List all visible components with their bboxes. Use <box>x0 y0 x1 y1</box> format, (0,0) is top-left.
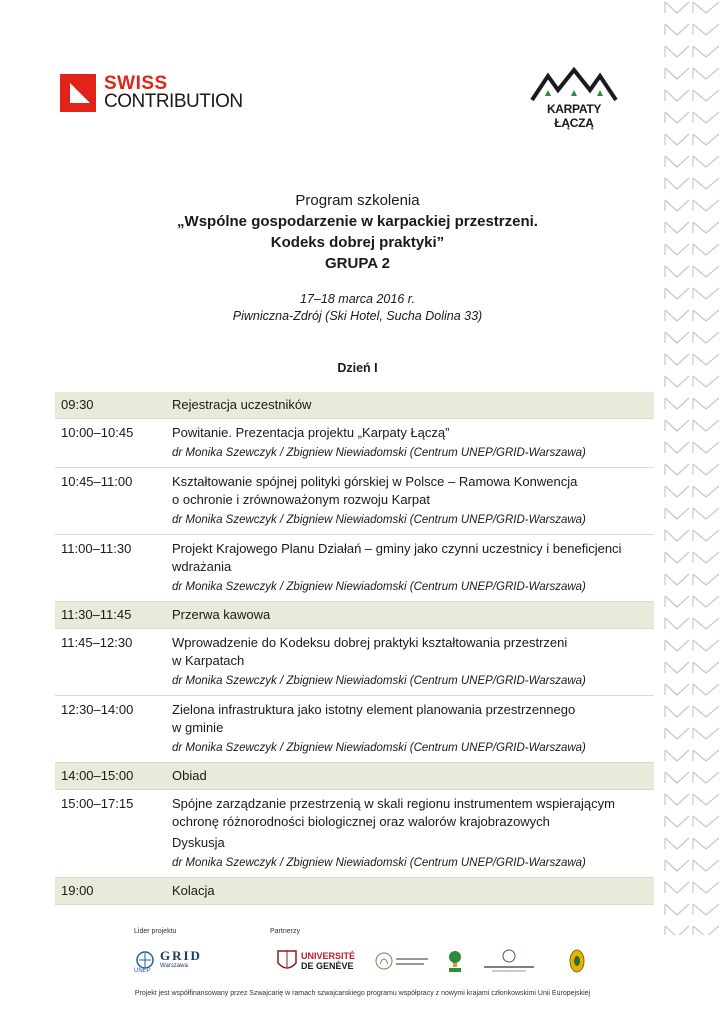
partner-logo-green <box>448 944 462 978</box>
schedule-time: 11:30–11:45 <box>61 607 132 622</box>
schedule-time: 09:30 <box>61 397 94 412</box>
schedule-speaker: dr Monika Szewczyk / Zbigniew Niewiadomski (Centrum UNEP/GRID-Warszawa) <box>172 514 586 526</box>
schedule-time: 10:00–10:45 <box>61 425 134 440</box>
schedule-extra: Dyskusja <box>172 835 225 850</box>
schedule-time: 12:30–14:00 <box>61 702 134 717</box>
funding-note: Projekt jest współfinansowany przez Szwajcarię w ramach szwajcarskiego programu współpracy z nowymi krajami członkowskimi Unii Europejskiej <box>134 990 591 997</box>
lider-label: Lider projektu <box>134 928 177 935</box>
swiss-logo-line2: CONTRIBUTION <box>104 91 243 112</box>
schedule-description: Spójne zarządzanie przestrzenią w skali regionu instrumentem wspierającym <box>172 796 615 811</box>
tree-icon <box>448 948 462 974</box>
schedule-row <box>55 392 654 419</box>
schedule-time: 11:45–12:30 <box>61 635 133 650</box>
title-line-4: GRUPA 2 <box>324 255 390 272</box>
partnerzy-label: Partnerzy <box>270 928 300 935</box>
partner-logo-icon <box>374 948 430 974</box>
geneve-crest-icon <box>276 949 298 973</box>
partner-logos <box>130 944 600 978</box>
schedule-row <box>55 696 654 763</box>
schedule-time: 10:45–11:00 <box>61 474 133 489</box>
geneve-line1: UNIVERSITÉ <box>301 951 356 961</box>
schedule-speaker: dr Monika Szewczyk / Zbigniew Niewiadomski (Centrum UNEP/GRID-Warszawa) <box>172 581 586 593</box>
title-line-2: „Wspólne gospodarzenie w karpackiej przestrzeni. <box>177 213 538 230</box>
decorative-side-pattern <box>659 0 725 935</box>
schedule-time: 19:00 <box>61 883 94 898</box>
document-title <box>60 190 655 274</box>
unep-grid-logo <box>134 944 202 978</box>
event-dates: 17–18 marca 2016 r. <box>300 292 415 306</box>
schedule-speaker: dr Monika Szewczyk / Zbigniew Niewiadomski (Centrum UNEP/GRID-Warszawa) <box>172 857 586 869</box>
karpaty-logo-text: KARPATY ŁĄCZĄ <box>546 102 602 130</box>
schedule-description: Projekt Krajowego Planu Działań – gminy jako czynni uczestnicy i beneficjenci <box>172 541 622 556</box>
event-meta <box>60 291 655 325</box>
schedule-description: Przerwa kawowa <box>172 607 271 622</box>
schedule-description: Powitanie. Prezentacja projektu „Karpaty Łączą” <box>172 425 450 440</box>
schedule-row <box>55 419 654 468</box>
schedule-row <box>55 878 654 905</box>
regional-centre-icon <box>482 948 536 974</box>
title-line-1: Program szkolenia <box>295 192 420 209</box>
partner-logo-emblem <box>568 944 586 978</box>
swiss-logo-mark <box>60 74 96 112</box>
karpaty-laczal-logo <box>528 66 620 130</box>
swiss-logo-line1: SWISS <box>104 73 168 94</box>
schedule-row <box>55 602 654 629</box>
unep-text: UNEP <box>134 968 151 974</box>
mountains-icon <box>528 66 620 102</box>
schedule-description: Wprowadzenie do Kodeksu dobrej praktyki kształtowania przestrzeni <box>172 635 568 650</box>
emblem-icon <box>568 948 586 974</box>
partner-logo-stowarzyszenie <box>374 944 430 978</box>
schedule-description: w gminie <box>172 720 224 735</box>
schedule-time: 15:00–17:15 <box>61 796 134 811</box>
schedule-description: Rejestracja uczestników <box>172 397 312 412</box>
schedule-row <box>55 790 654 878</box>
schedule-description: Kształtowanie spójnej polityki górskiej w Polsce – Ramowa Konwencja <box>172 474 578 489</box>
schedule-row <box>55 763 654 790</box>
universite-geneve-logo <box>276 944 355 978</box>
regionalne-centrum-logo <box>482 944 536 978</box>
schedule-speaker: dr Monika Szewczyk / Zbigniew Niewiadomski (Centrum UNEP/GRID-Warszawa) <box>172 675 586 687</box>
schedule-table <box>55 392 654 905</box>
schedule-description: w Karpatach <box>172 653 245 668</box>
schedule-description: o ochronie i zrównoważonym rozwoju Karpat <box>172 492 430 507</box>
schedule-description: ochronę różnorodności biologicznej oraz walorów krajobrazowych <box>172 814 550 829</box>
grid-logo-text: GRID <box>160 948 202 963</box>
geneve-line2: DE GENÈVE <box>301 961 354 971</box>
schedule-description: Zielona infrastruktura jako istotny element planowania przestrzennego <box>172 702 576 717</box>
schedule-time: 11:00–11:30 <box>61 541 132 556</box>
schedule-row <box>55 468 654 535</box>
schedule-description: Kolacja <box>172 883 215 898</box>
day-label: Dzień I <box>337 361 378 375</box>
swiss-contribution-logo <box>60 72 243 114</box>
schedule-description: Obiad <box>172 768 207 783</box>
schedule-row <box>55 535 654 602</box>
schedule-time: 14:00–15:00 <box>61 768 134 783</box>
title-line-3: Kodeks dobrej praktyki” <box>270 234 445 251</box>
schedule-speaker: dr Monika Szewczyk / Zbigniew Niewiadomski (Centrum UNEP/GRID-Warszawa) <box>172 447 586 459</box>
schedule-description: wdrażania <box>172 559 232 574</box>
schedule-row <box>55 629 654 696</box>
event-location: Piwniczna-Zdrój (Ski Hotel, Sucha Dolina 33) <box>232 309 483 323</box>
schedule-speaker: dr Monika Szewczyk / Zbigniew Niewiadomski (Centrum UNEP/GRID-Warszawa) <box>172 742 586 754</box>
grid-city: Warszawa <box>160 963 188 969</box>
